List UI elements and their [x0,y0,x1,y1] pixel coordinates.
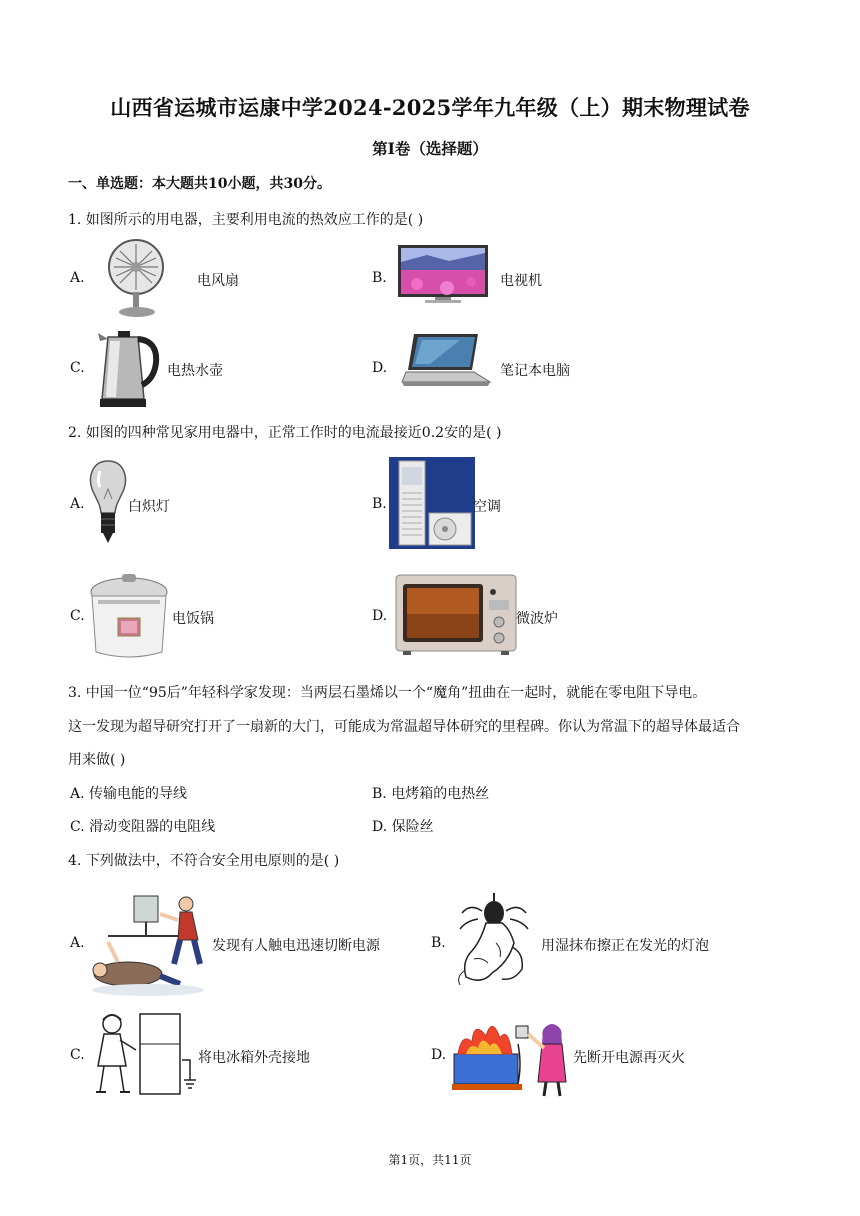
grounded-fridge-image [90,1010,200,1100]
question-3-line-1: 3. 中国一位“95后”年轻科学家发现：当两层石墨烯以一个“魔角”扭曲在一起时，就能在零电阻下导电。 [68,685,707,701]
q1-option-c-label: 电热水壶 [167,363,223,379]
q1-option-a-letter: A. [70,270,85,286]
rice-cooker-image [88,570,170,664]
question-3-line-2: 这一发现为超导研究打开了一扇新的大门，可能成为常温超导体研究的里程碑。你认为常温下的超导体最适合 [68,719,740,735]
q4-option-b-letter: B. [431,935,446,951]
q4-option-d-letter: D. [431,1047,447,1063]
q1-option-b-letter: B. [372,270,387,286]
q2-option-c-label: 电饭锅 [172,611,214,627]
question-3-line-3: 用来做( ) [68,752,126,768]
q2-option-a-letter: A. [70,496,85,512]
wet-cloth-bulb-image [452,893,538,987]
electric-fan-image [104,236,166,320]
incandescent-bulb-image [88,459,128,545]
exam-subtitle: 第I卷（选择题） [372,139,488,158]
fire-disconnect-image [452,1014,572,1098]
question-4-stem: 4. 下列做法中，不符合安全用电原则的是( ) [68,853,340,869]
laptop-image [400,332,492,390]
q1-option-a-label: 电风扇 [197,273,239,289]
electric-shock-rescue-image [88,890,208,998]
q2-option-b-label: 空调 [473,499,501,515]
q4-option-c-label: 将电冰箱外壳接地 [198,1050,310,1066]
q3-option-b: B. 电烤箱的电热丝 [372,786,490,802]
q4-option-c-letter: C. [70,1047,85,1063]
q2-option-a-label: 白炽灯 [128,499,170,515]
page-footer: 第1页，共11页 [388,1153,472,1167]
question-1-stem: 1. 如图所示的用电器，主要利用电流的热效应工作的是( ) [68,212,424,228]
q4-option-b-label: 用湿抹布擦正在发光的灯泡 [541,938,709,954]
q2-option-c-letter: C. [70,608,85,624]
q3-option-c: C. 滑动变阻器的电阻线 [70,819,216,835]
q2-option-d-letter: D. [372,608,388,624]
exam-title: 山西省运城市运康中学2024-2025学年九年级（上）期末物理试卷 [110,95,750,120]
television-image [397,244,489,306]
q3-option-a: A. 传输电能的导线 [70,786,188,802]
q4-option-a-label: 发现有人触电迅速切断电源 [212,938,380,954]
q1-option-d-label: 笔记本电脑 [500,363,570,379]
q2-option-d-label: 微波炉 [516,611,558,627]
q1-option-d-letter: D. [372,360,388,376]
q4-option-d-label: 先断开电源再灭火 [573,1050,685,1066]
q3-option-d: D. 保险丝 [372,819,434,835]
question-2-stem: 2. 如图的四种常见家用电器中，正常工作时的电流最接近0.2安的是( ) [68,425,502,441]
electric-kettle-image [94,327,162,409]
q2-option-b-letter: B. [372,496,387,512]
q4-option-a-letter: A. [70,935,85,951]
microwave-oven-image [395,574,517,656]
q1-option-c-letter: C. [70,360,85,376]
q1-option-b-label: 电视机 [500,273,542,289]
air-conditioner-image [389,457,475,549]
section-heading: 一、单选题：本大题共10小题，共30分。 [68,176,331,192]
